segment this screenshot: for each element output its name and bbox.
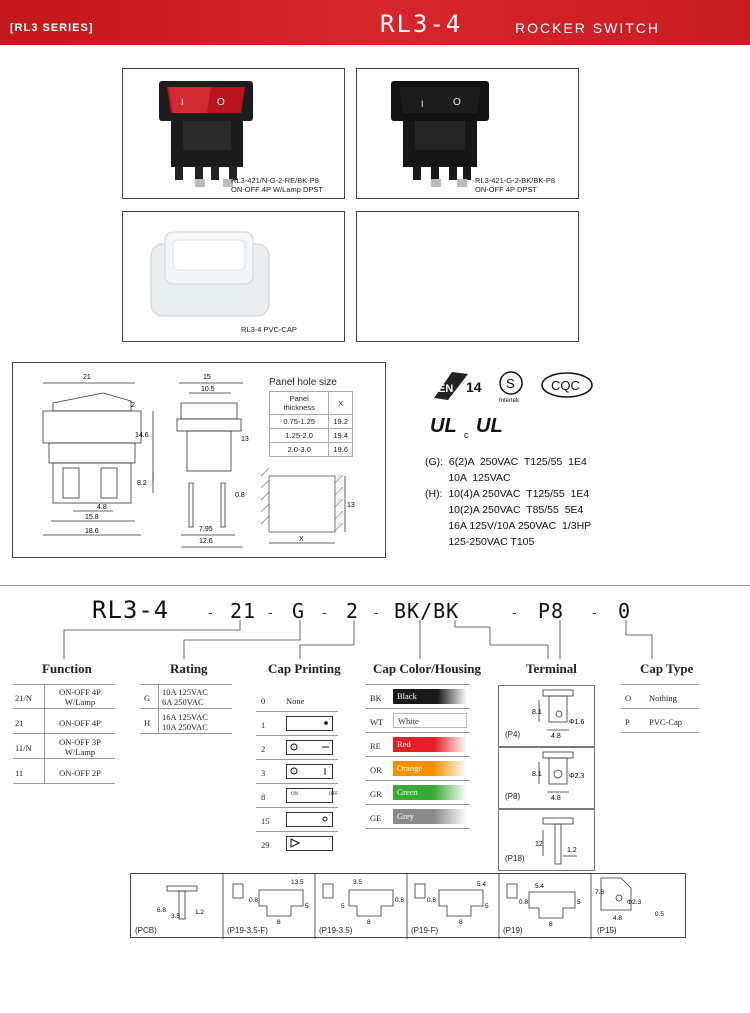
product-box-red	[122, 68, 345, 199]
dimension-drawing	[12, 362, 386, 558]
terminal-p4	[498, 685, 595, 747]
product-name: ROCKER SWITCH	[515, 20, 660, 36]
series-label: [RL3 SERIES]	[10, 22, 94, 34]
svg-text:3.5: 3.5	[353, 879, 363, 886]
cap-type-row: O Nothing	[621, 685, 699, 709]
color-row: WT	[366, 709, 470, 733]
svg-text:Φ1.6: Φ1.6	[569, 719, 585, 726]
svg-text:UL: UL	[476, 415, 503, 437]
product-caption: RL3-421-G-2-BK/BK-P8 ON-OFF 4P DPST	[475, 176, 556, 194]
terminal-code: (P19-3.5)	[319, 926, 353, 935]
function-row: 11/N ON-OFF 3P W/Lamp	[13, 735, 115, 759]
code-function: 21	[230, 599, 257, 623]
terminal-code: (P19-F)	[411, 926, 439, 935]
swatch-orange: Orange	[393, 761, 467, 776]
cap-printing-row: 29	[256, 832, 338, 856]
cap-printing-heading: Cap Printing	[268, 661, 341, 676]
terminal-p8	[498, 747, 595, 809]
dim-label: 0.8	[235, 492, 245, 499]
dim-label: 12.6	[199, 538, 213, 545]
color-row: GE	[366, 805, 470, 829]
cap-type-heading: Cap Type	[640, 661, 694, 676]
svg-text:Intertek: Intertek	[499, 398, 520, 404]
svg-text:0.8: 0.8	[519, 899, 529, 906]
intertek-logo	[497, 370, 527, 409]
rating-row: G 10A 125VAC 6A 250VAC	[140, 685, 232, 709]
dim-label: 4.8	[97, 504, 107, 511]
dim-label: X	[299, 536, 304, 543]
svg-text:4.8: 4.8	[551, 733, 561, 740]
cap-printing-row: 15	[256, 808, 338, 832]
terminal-code: (P18)	[505, 854, 525, 863]
color-row: GR	[366, 781, 470, 805]
dim-label: 15	[203, 374, 211, 381]
code-separator: -	[208, 604, 213, 620]
svg-text:8: 8	[367, 919, 371, 926]
terminal-code: (P15)	[597, 926, 617, 935]
color-row: OR	[366, 757, 470, 781]
svg-text:7.8: 7.8	[595, 889, 605, 896]
panel-hole-title: Panel hole size	[269, 377, 337, 388]
function-row: 21 ON-OFF 4P	[13, 710, 115, 734]
code-color: BK/BK	[394, 599, 460, 623]
terminal-code: (P19-3.5-F)	[227, 926, 268, 935]
svg-text:8.1: 8.1	[532, 709, 542, 716]
svg-text:4.8: 4.8	[551, 795, 561, 802]
svg-text:0.8: 0.8	[395, 897, 405, 904]
terminal-code: (P19)	[503, 926, 523, 935]
swatch-red: Red	[393, 737, 467, 752]
svg-text:5.4: 5.4	[535, 883, 545, 890]
code-separator: -	[512, 604, 517, 620]
code-cap-printing: 2	[346, 599, 360, 623]
header-bar	[0, 0, 750, 45]
svg-text:8: 8	[549, 921, 553, 928]
panel-hole-table: Panel thickness X 0.75-1.25 19.2 1.25-2.0 19.4 2.0-3.0 19.6	[269, 391, 353, 457]
svg-text:EN: EN	[438, 383, 454, 395]
code-separator: -	[592, 604, 597, 620]
svg-text:1.2: 1.2	[567, 847, 577, 854]
svg-text:8: 8	[277, 919, 281, 926]
svg-text:I: I	[181, 97, 184, 107]
dim-label: 10.5	[201, 386, 215, 393]
print-symbol-o-dash	[286, 740, 333, 755]
code-separator: -	[268, 604, 273, 620]
svg-text:1.2: 1.2	[195, 909, 205, 916]
terminal-code: (P8)	[505, 792, 521, 801]
enec-logo	[428, 370, 488, 407]
svg-text:S: S	[506, 376, 515, 391]
cap-color-heading: Cap Color/Housing	[373, 661, 481, 676]
svg-text:5: 5	[485, 903, 489, 910]
terminal-code: (P4)	[505, 730, 521, 739]
product-caption: RL3-4 PVC-CAP	[241, 325, 297, 334]
svg-text:6.8: 6.8	[157, 907, 167, 914]
dim-label: 2	[131, 402, 135, 409]
dim-label: 14.6	[135, 432, 149, 439]
pvc-cap-image	[123, 212, 346, 343]
terminal-code: (PCB)	[135, 926, 157, 935]
table-rule	[44, 685, 45, 784]
cap-printing-row: 0 None	[256, 688, 338, 712]
product-box-black	[356, 68, 579, 199]
code-separator: -	[322, 604, 327, 620]
swatch-white: White	[393, 713, 467, 728]
swatch-grey: Grey	[393, 809, 467, 824]
cqc-logo	[540, 371, 596, 404]
product-box-empty	[356, 211, 579, 342]
cap-type-row: P PVC-Cap	[621, 709, 699, 733]
rating-row: H 16A 125VAC 10A 250VAC	[140, 710, 232, 734]
print-symbol-circle	[286, 812, 333, 827]
svg-text:12: 12	[535, 841, 543, 848]
svg-text:UL: UL	[430, 415, 457, 437]
swatch-black: Black	[393, 689, 467, 704]
code-separator: -	[374, 604, 379, 620]
svg-text:5: 5	[305, 903, 309, 910]
dim-label: 18.6	[85, 528, 99, 535]
color-row: RE	[366, 733, 470, 757]
svg-text:O: O	[217, 97, 225, 108]
function-row: 11 ON-OFF 2P	[13, 760, 115, 784]
code-connector-lines	[0, 615, 750, 665]
cap-printing-row: 1	[256, 712, 338, 736]
swatch-green: Green	[393, 785, 467, 800]
svg-text:0.5: 0.5	[655, 911, 665, 918]
code-terminal: P8	[538, 599, 565, 623]
svg-text:I: I	[421, 99, 424, 109]
svg-text:c: c	[464, 430, 469, 440]
dim-label: 13	[241, 436, 249, 443]
function-heading: Function	[42, 661, 92, 676]
dim-label: 7.95	[199, 526, 213, 533]
cap-printing-row: 8 ON OFF	[256, 784, 338, 808]
function-row: 21/N ON-OFF 4P W/Lamp	[13, 685, 115, 709]
svg-text:CQC: CQC	[551, 378, 580, 393]
code-model: RL3-4	[92, 596, 170, 624]
svg-text:4.8: 4.8	[613, 915, 623, 922]
dim-label: 15.8	[85, 514, 99, 521]
svg-text:14: 14	[466, 379, 482, 395]
print-symbol-on-off: ON OFF	[286, 788, 333, 803]
print-symbol-play	[286, 836, 333, 851]
table-rule	[158, 685, 159, 734]
print-symbol-o-i	[286, 764, 333, 779]
color-row: BK	[366, 685, 470, 709]
print-symbol-dot	[286, 716, 333, 731]
cap-printing-row: 3	[256, 760, 338, 784]
ul-logo	[428, 412, 528, 447]
svg-text:0.8: 0.8	[427, 897, 437, 904]
svg-text:Φ2.3: Φ2.3	[627, 899, 642, 906]
dim-label: 13	[347, 502, 355, 509]
terminal-p18	[498, 809, 595, 871]
svg-text:8: 8	[459, 919, 463, 926]
product-caption: RL3-421/N-G-2-RE/BK-P8 ON-OFF 4P W/Lamp DPST	[231, 176, 323, 194]
section-divider	[0, 585, 750, 586]
svg-text:3.5: 3.5	[171, 913, 181, 920]
terminal-heading: Terminal	[526, 661, 577, 676]
rating-heading: Rating	[170, 661, 208, 676]
rating-specifications: (G): 6(2)A 250VAC T125/55 1E4 10A 125VAC (H): 10(4)A 250VAC T125/55 1E4 10(2)A 250VAC T85/55 5E4 16A 125V/10A 250VAC 1/3HP 125-250VAC T105	[425, 456, 592, 548]
svg-text:5: 5	[577, 899, 581, 906]
terminal-strip	[130, 873, 686, 938]
dim-label: 8.2	[137, 480, 147, 487]
code-rating: G	[292, 599, 306, 623]
cap-printing-list	[256, 688, 338, 860]
code-cap-type: 0	[618, 599, 632, 623]
svg-text:O: O	[453, 97, 461, 108]
model-title: RL3-4	[380, 10, 463, 38]
svg-text:Φ2.3: Φ2.3	[569, 773, 585, 780]
svg-text:5: 5	[341, 903, 345, 910]
svg-text:13.5: 13.5	[291, 879, 304, 886]
dim-label: 21	[83, 374, 91, 381]
svg-text:8.1: 8.1	[532, 771, 542, 778]
svg-text:0.8: 0.8	[249, 897, 259, 904]
svg-text:5.4: 5.4	[477, 881, 487, 888]
cap-printing-row: 2	[256, 736, 338, 760]
product-box-cap	[122, 211, 345, 342]
